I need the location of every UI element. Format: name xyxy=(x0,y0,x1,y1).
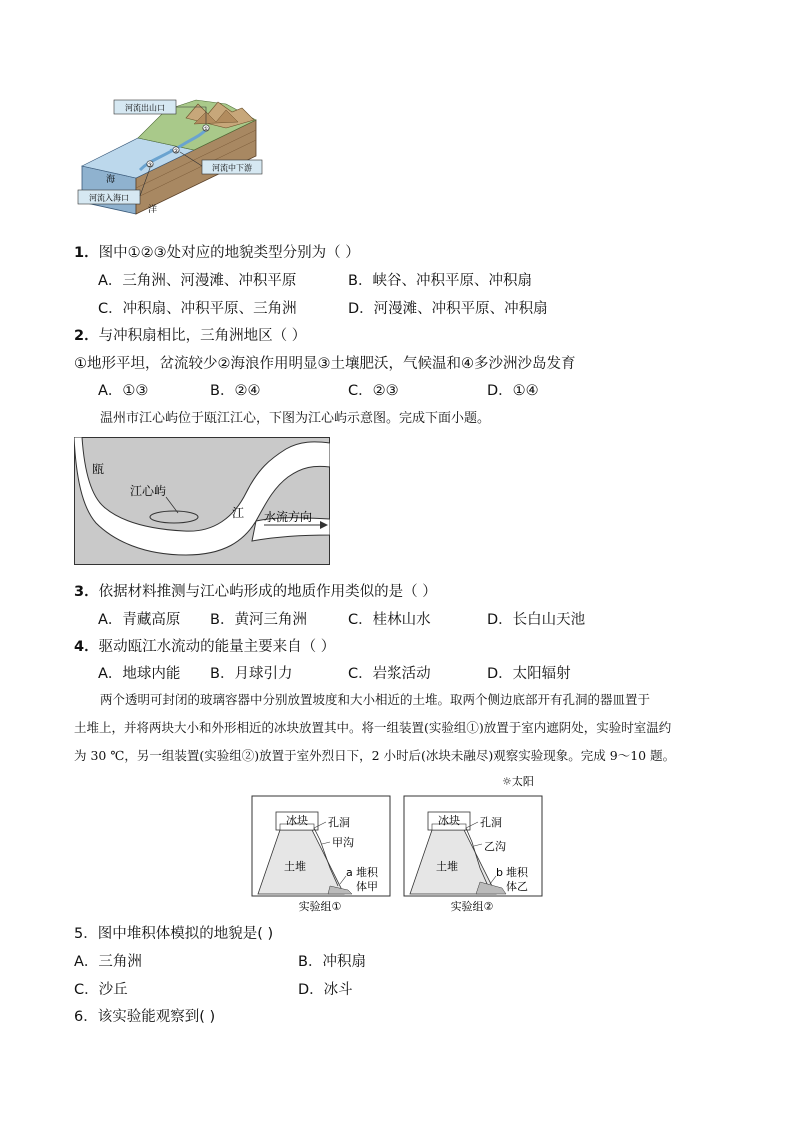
sun-label: ☼太阳 xyxy=(502,775,534,788)
right-mark: b xyxy=(496,866,503,879)
question-6 xyxy=(74,1005,215,1026)
question-stem: 图中①②③处对应的地貌类型分别为（ ） xyxy=(98,245,360,261)
river-landform-block-diagram xyxy=(76,98,266,218)
label-flow-direction: 水流方向 xyxy=(264,510,313,524)
question-stem: 依据材料推测与江心屿形成的地质作用类似的是（ ） xyxy=(98,584,437,600)
option-1c: C．冲积扇、冲积平原、三角洲 xyxy=(98,301,297,317)
label-estuary: 河流入海口 xyxy=(89,193,129,203)
left-ice: 冰块 xyxy=(286,814,308,827)
option-3d: D．长白山天池 xyxy=(487,612,586,628)
question-stem: 该实验能观察到( ) xyxy=(97,1009,216,1025)
option-2c: C．②③ xyxy=(348,383,399,399)
left-deposit-1: 堆积 xyxy=(356,866,378,879)
material-experiment-line3: 为 30 ℃，另一组装置(实验组②)放置于室外烈日下，2 小时后(冰块未融尽)观察实验现象。完成 9～10 题。 xyxy=(74,748,676,763)
label-midstream: 河流中下游 xyxy=(212,163,252,173)
option-1d: D．河漫滩、冲积平原、冲积扇 xyxy=(348,301,548,317)
option-3a: A．青藏高原 xyxy=(98,612,181,628)
question-number: 2． xyxy=(74,328,99,344)
question-stem: 驱动瓯江水流动的能量主要来自（ ） xyxy=(98,639,336,655)
left-mark: a xyxy=(346,866,353,879)
question-stem: 与冲积扇相比，三角洲地区（ ） xyxy=(98,328,307,344)
option-3c: C．桂林山水 xyxy=(348,612,431,628)
option-4b: B．月球引力 xyxy=(210,666,293,682)
right-gully: 乙沟 xyxy=(484,840,506,853)
option-1b: B．峡谷、冲积平原、冲积扇 xyxy=(348,273,532,289)
option-2b: B．②④ xyxy=(210,383,261,399)
option-5a: A．三角洲 xyxy=(74,954,142,970)
material-experiment-line1: 两个透明可封闭的玻璃容器中分别放置坡度和大小相近的土堆。取两个侧边底部开有孔洞的器皿置于 xyxy=(100,692,651,707)
right-deposit-2: 体乙 xyxy=(506,880,528,893)
sea-char-1: 海 xyxy=(106,175,116,185)
question-stem: 图中堆积体模拟的地貌是( ) xyxy=(97,926,274,942)
option-2d: D．①④ xyxy=(487,383,539,399)
material-jiangxinyu: 温州市江心屿位于瓯江江心，下图为江心屿示意图。完成下面小题。 xyxy=(100,411,491,426)
right-ice: 冰块 xyxy=(438,814,460,827)
marker-1: ① xyxy=(203,126,209,133)
option-4d: D．太阳辐射 xyxy=(487,666,571,682)
question-4 xyxy=(74,635,335,656)
material-experiment-line2: 土堆上，并将两块大小和外形相近的冰块放置其中。将一组装置(实验组①)放置于室内遮阴处，实验时室温约 xyxy=(74,720,672,735)
jiangxinyu-map xyxy=(74,437,330,565)
right-deposit-1: 堆积 xyxy=(506,866,528,879)
question-number: 3． xyxy=(74,584,99,600)
label-ou: 瓯 xyxy=(92,462,105,476)
question-5 xyxy=(74,922,273,943)
left-deposit-2: 体甲 xyxy=(356,880,378,893)
option-4a: A．地球内能 xyxy=(98,666,181,682)
question-number: 1． xyxy=(74,245,99,261)
right-hole: 孔洞 xyxy=(480,816,502,829)
experiment-diagram xyxy=(250,772,550,916)
left-caption: 实验组① xyxy=(298,900,342,913)
question-number: 6． xyxy=(74,1009,98,1025)
marker-2: ② xyxy=(173,148,179,155)
question-3 xyxy=(74,580,437,601)
question-2 xyxy=(74,324,306,345)
question-2-statements: ①地形平坦，岔流较少②海浪作用明显③土壤肥沃，气候温和④多沙洲沙岛发育 xyxy=(74,356,576,372)
option-5b: B．冲积扇 xyxy=(298,954,366,970)
question-1 xyxy=(74,241,360,262)
left-hole: 孔洞 xyxy=(328,816,350,829)
option-5d: D．冰斗 xyxy=(298,982,353,998)
left-gully: 甲沟 xyxy=(332,836,354,849)
option-1a: A．三角洲、河漫滩、冲积平原 xyxy=(98,273,297,289)
question-number: 4． xyxy=(74,639,99,655)
marker-3: ③ xyxy=(147,162,153,169)
label-jiang: 江 xyxy=(232,506,245,520)
right-mound: 土堆 xyxy=(436,860,458,873)
option-3b: B．黄河三角洲 xyxy=(210,612,307,628)
option-4c: C．岩浆活动 xyxy=(348,666,431,682)
option-5c: C．沙丘 xyxy=(74,982,128,998)
label-outlet: 河流出山口 xyxy=(125,103,165,113)
left-mound: 土堆 xyxy=(284,860,306,873)
right-caption: 实验组② xyxy=(450,900,494,913)
question-number: 5． xyxy=(74,926,98,942)
sea-char-2: 洋 xyxy=(148,205,158,215)
option-2a: A．①③ xyxy=(98,383,149,399)
label-island: 江心屿 xyxy=(130,484,167,498)
